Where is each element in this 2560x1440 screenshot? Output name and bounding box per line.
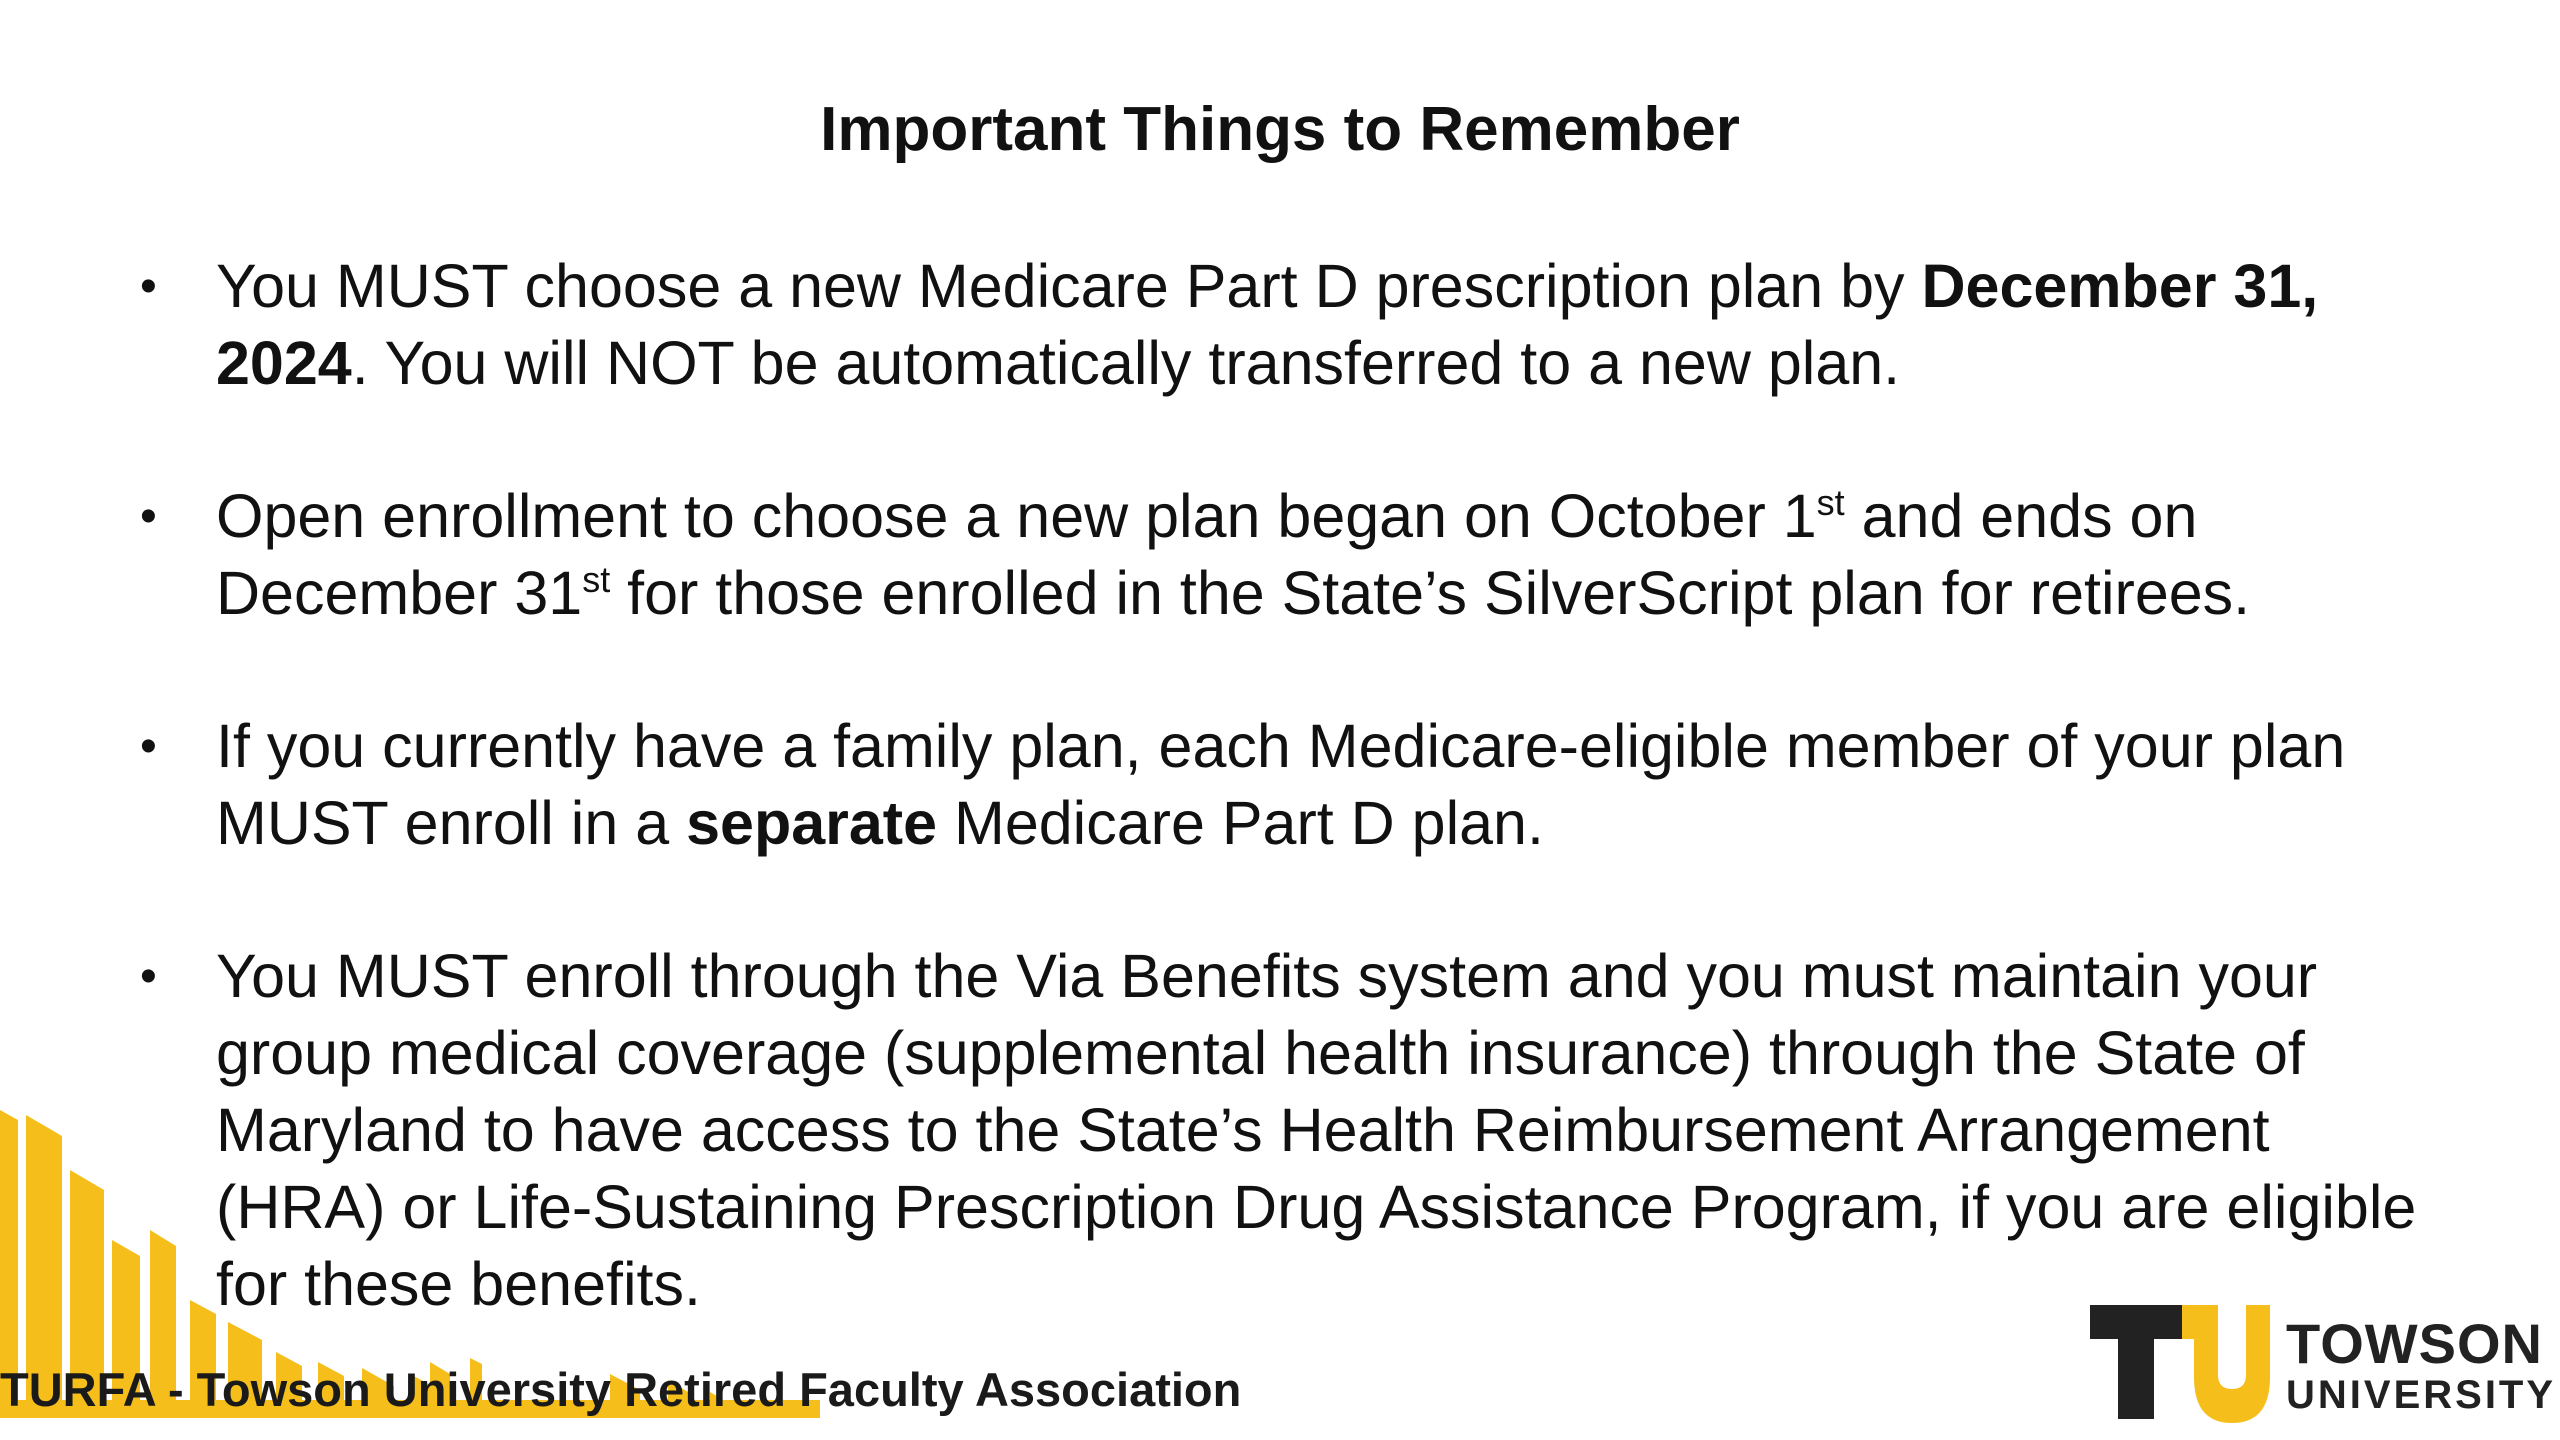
bullet-dot: • [140,950,157,1003]
bullet-text: You MUST enroll through the Via Benefits system and you must maintain your group medical coverage (supplemental health insurance) through the State of Maryland to have access to the State’s Health Reimbursement Arrangement (HRA) or Life-Sustaining Prescription Drug Assistance Program, if you are eligible for these benefits. [216,942,2417,1318]
bullet-text: If you currently have a family plan, each Medicare-eligible member of your plan MUST enroll in a [216,712,2346,857]
page-title: Important Things to Remember [820,95,1740,164]
bullet-text: for those enrolled in the State’s SilverScript plan for retirees. [610,559,2251,627]
tu-logo-mark-icon [2090,1305,2270,1425]
footer-organization-name: TURFA - Towson University Retired Faculty Association [0,1363,1242,1416]
list-item [140,478,2440,632]
ordinal-suffix: st [1816,482,1845,523]
white-gaps [0,1418,820,1440]
logo-line-towson: TOWSON [2286,1312,2543,1375]
bullet-text: and ends on December 31 [216,482,2198,627]
bullet-text: Medicare Part D plan. [937,789,1544,857]
bullet-text: Open enrollment to choose a new plan began on October 1 [216,482,1817,550]
list-item [140,708,2440,862]
bullet-list [140,248,2440,1399]
logo-line-university: UNIVERSITY [2286,1373,2557,1417]
deadline-date: December 31, 2024 [216,252,2319,397]
bullet-dot: • [140,260,157,313]
ordinal-suffix: st [582,559,611,600]
bullet-text: You MUST choose a new Medicare Part D prescription plan by [216,252,1922,320]
logo-wordmark [2286,1312,2557,1417]
towson-university-logo [2090,1305,2560,1430]
emphasis-text: separate [686,789,938,857]
bullet-text: . You will NOT be automatically transferred to a new plan. [351,329,1901,397]
list-item [140,248,2440,402]
list-item [140,938,2440,1323]
bullet-dot: • [140,720,157,773]
bullet-dot: • [140,490,157,543]
